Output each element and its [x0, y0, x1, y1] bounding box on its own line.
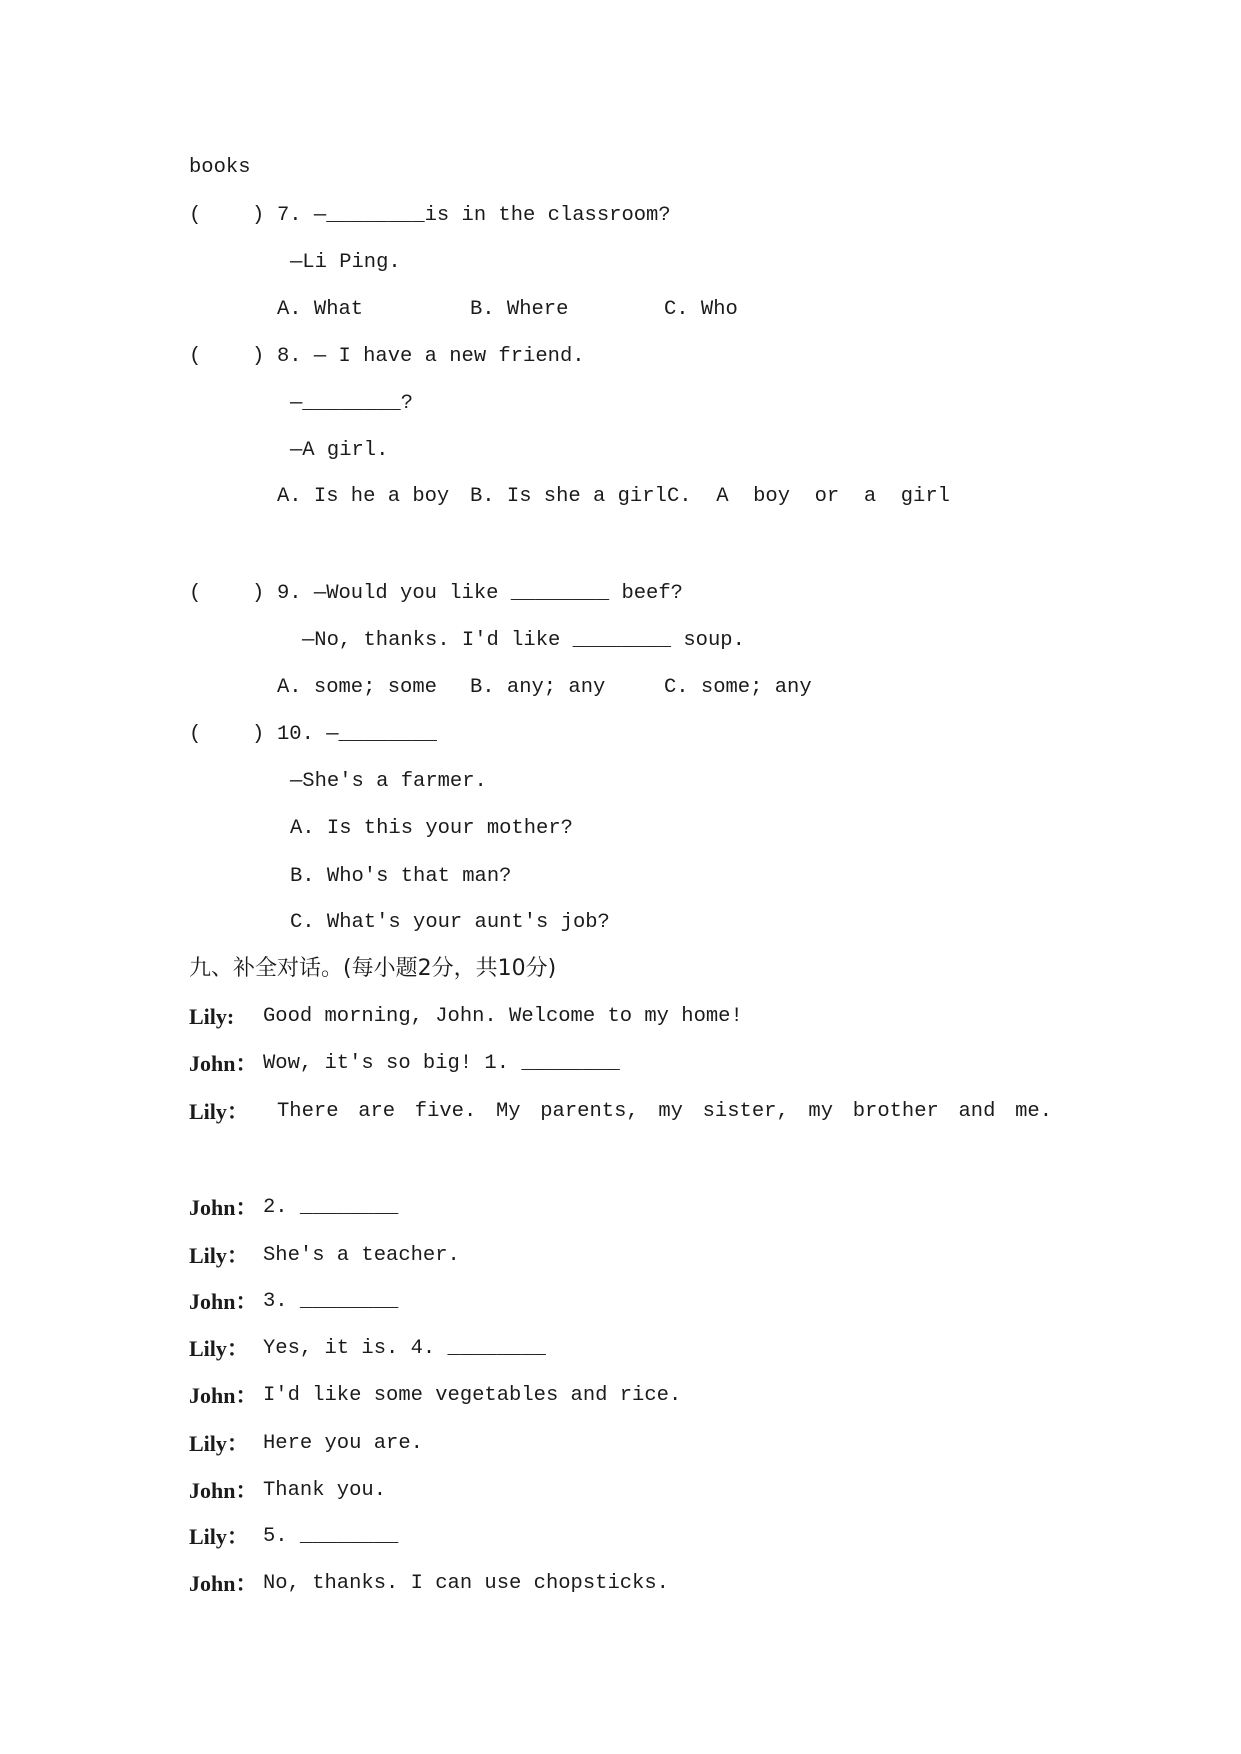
option-c: C. What's your aunt's job?	[290, 911, 610, 934]
answer-paren-close: )	[252, 723, 265, 746]
answer-paren-open: (	[189, 723, 202, 746]
question-stem: 8. — I have a new friend.	[277, 345, 585, 368]
question-stem: 9. —Would you like ________ beef?	[277, 582, 683, 605]
dialogue-text: She's a teacher.	[263, 1244, 460, 1267]
option-a: A. What	[277, 298, 364, 321]
answer-paren-close: )	[252, 345, 265, 368]
question-stem: 7. —________is in the classroom?	[277, 204, 671, 227]
option-c: C. Who	[664, 298, 738, 321]
answer-paren-open: (	[189, 345, 202, 368]
question-reply: —She's a farmer.	[290, 770, 487, 793]
question-reply: —________?	[290, 392, 414, 415]
dialogue-text: Yes, it is. 4. ________	[263, 1337, 546, 1360]
option-a: A. some; some	[277, 676, 437, 699]
section-heading: 九、补全对话。(每小题2分，共10分)	[189, 956, 557, 981]
question-reply: —No, thanks. I'd like ________ soup.	[302, 629, 745, 652]
speaker-name: Lily：	[189, 1336, 249, 1361]
dialogue-text: Good morning, John. Welcome to my home!	[263, 1005, 743, 1028]
speaker-name: John：	[189, 1289, 258, 1314]
option-b: B. any; any	[470, 676, 606, 699]
dialogue-text: 2. ________	[263, 1196, 399, 1219]
option-a: A. Is this your mother?	[290, 817, 573, 840]
dialogue-text: There are five. My parents, my sister, my brother and me.	[277, 1100, 1052, 1123]
question-reply: —Li Ping.	[290, 251, 401, 274]
question-stem: 10. —________	[277, 723, 437, 746]
option-c: C. A boy or a girl	[667, 485, 950, 508]
answer-paren-close: )	[252, 204, 265, 227]
speaker-name: John：	[189, 1051, 258, 1076]
dialogue-text: No, thanks. I can use chopsticks.	[263, 1572, 669, 1595]
option-b: B. Where	[470, 298, 569, 321]
continuation-text: books	[189, 156, 251, 179]
answer-paren-open: (	[189, 204, 202, 227]
speaker-name: Lily：	[189, 1431, 249, 1456]
speaker-name: John：	[189, 1571, 258, 1596]
dialogue-text: Wow, it's so big! 1. ________	[263, 1052, 620, 1075]
option-b: B. Is she a girl	[470, 485, 667, 508]
option-b: B. Who's that man?	[290, 865, 512, 888]
answer-paren-close: )	[252, 582, 265, 605]
speaker-name: John：	[189, 1383, 258, 1408]
speaker-name: John：	[189, 1195, 258, 1220]
speaker-name: Lily:	[189, 1004, 235, 1029]
question-reply: —A girl.	[290, 439, 389, 462]
dialogue-text: 5. ________	[263, 1525, 399, 1548]
option-c: C. some; any	[664, 676, 812, 699]
speaker-name: Lily：	[189, 1099, 249, 1124]
dialogue-text: Thank you.	[263, 1479, 387, 1502]
dialogue-text: I'd like some vegetables and rice.	[263, 1384, 682, 1407]
option-a: A. Is he a boy	[277, 485, 450, 508]
dialogue-text: 3. ________	[263, 1290, 399, 1313]
speaker-name: John：	[189, 1478, 258, 1503]
dialogue-text: Here you are.	[263, 1432, 423, 1455]
answer-paren-open: (	[189, 582, 202, 605]
speaker-name: Lily：	[189, 1524, 249, 1549]
speaker-name: Lily：	[189, 1243, 249, 1268]
